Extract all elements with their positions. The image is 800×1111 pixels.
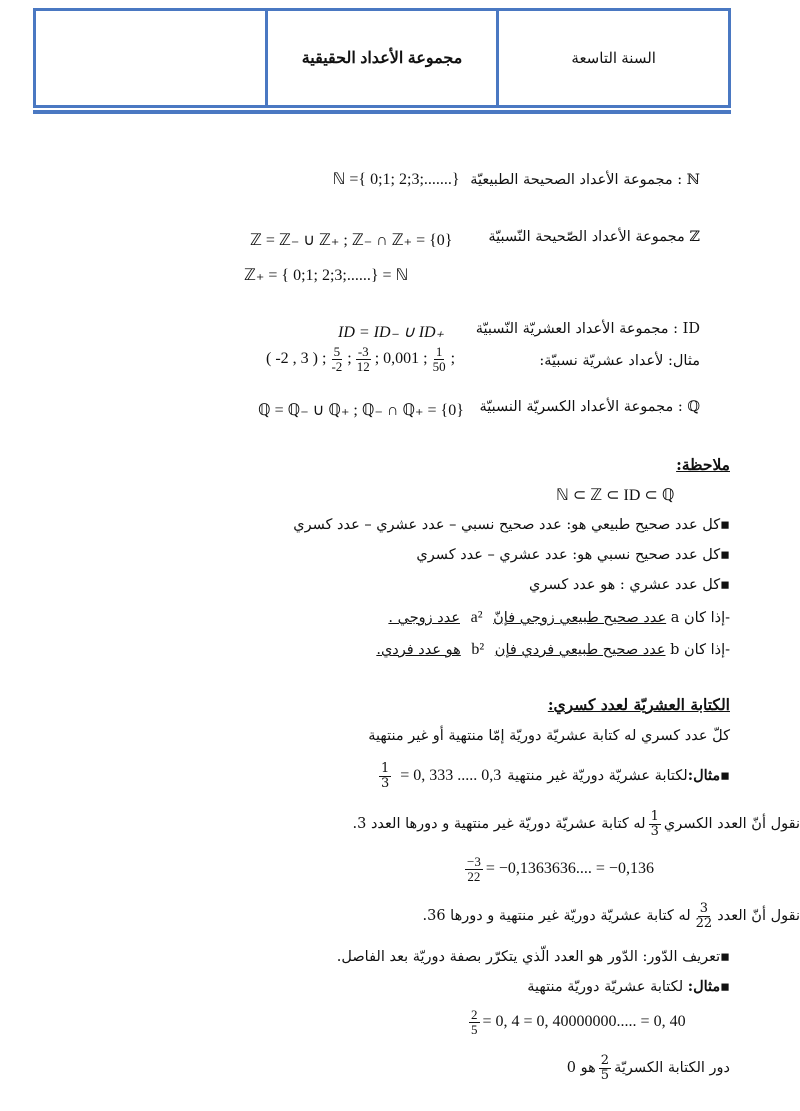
example-1-label: ▪مثال: (687, 766, 730, 784)
note-item-4-math: a² (470, 609, 483, 626)
example-2-math: = −0,1363636.... = −0,136 (485, 860, 654, 878)
period-den: 5 (600, 1067, 610, 1083)
example-1-frac (379, 762, 391, 790)
note-item-5-a: -إذا كان b (670, 642, 730, 658)
period-text: دور الكتابة الكسريّة (614, 1059, 730, 1076)
frac1-num: 5 (333, 344, 341, 359)
note-item-4-a: -إذا كان a (670, 610, 730, 626)
period-result (567, 1054, 730, 1082)
example-pair: ( -2 , 3 ) ; (266, 350, 327, 368)
set-q-math: ℚ = ℚ₋ ∪ ℚ₊ ; ℚ₋ ∩ ℚ₊ = {0} (258, 402, 464, 419)
set-n-symbol: ℕ : (677, 172, 700, 188)
say-2-num: 3 (699, 901, 709, 916)
note-item-2: ▪كل عدد صحيح نسبي هو: عدد عشري – عدد كسري (416, 547, 730, 563)
frac3-den: 50 (432, 358, 446, 374)
set-n-line (327, 170, 700, 191)
example-3-den: 5 (471, 1021, 478, 1037)
header-underline (33, 110, 731, 114)
set-z-math2: ℤ₊ = { 0;1; 2;3;......} = ℕ (244, 267, 409, 284)
frac2-num: -3 (357, 344, 369, 359)
example-1-text: لكتابة عشريّة دوريّة غير منتهية (507, 767, 688, 784)
say-1-num: 1 (650, 809, 659, 824)
say-1-rest: له كتابة عشريّة دوريّة غير منتهية و دورها العدد 3. (352, 815, 646, 832)
set-z-symbol: ℤ (689, 229, 700, 245)
frac1-den: -2 (331, 358, 343, 374)
example-1-math: = 0, 333 ..... 0,3 (400, 766, 502, 784)
example-1-den: 3 (380, 775, 390, 791)
period-frac (599, 1054, 611, 1082)
note-heading: ملاحظة: (676, 455, 730, 474)
note-item-5-b: عدد صحيح طبيعي فردي فإن (494, 642, 666, 658)
example-3-num: 2 (471, 1007, 478, 1022)
note-item-1: ▪كل عدد صحيح طبيعي هو: عدد صحيح نسبي – عدد عشري – عدد كسري (293, 517, 730, 533)
page-title: مجموعة الأعداد الحقيقية (301, 50, 463, 67)
note-item-5-c: هو عدد فردي. (376, 642, 461, 658)
document-body (200, 150, 800, 1090)
note-inclusion: ℕ ⊂ ℤ ⊂ ID ⊂ ℚ (556, 487, 675, 504)
grade-label: السنة التاسعة (571, 50, 656, 67)
example-frac-3 (431, 345, 448, 373)
say-1-text: نقول أنّ العدد الكسري (663, 815, 800, 832)
set-q-label: مجموعة الأعداد الكسريّة النسبيّة (479, 399, 674, 415)
decimal-intro: كلّ عدد كسري له كتابة عشريّة دوريّة إمّا منتهية أو غير منتهية (368, 728, 730, 744)
header-grade-cell (496, 11, 728, 105)
frac3-num: 1 (435, 344, 443, 359)
example-3-equation (466, 1008, 686, 1036)
example-3-math: = 0, 4 = 0, 40000000..... = 0, 40 (482, 1013, 686, 1031)
note-item-4-c: عدد زوجي . (388, 610, 460, 626)
set-z-line (488, 228, 700, 247)
say-1-den: 3 (650, 823, 659, 839)
example-1-num: 1 (380, 761, 390, 776)
example-3-label: ▪مثال: (687, 978, 730, 995)
decimal-say-1 (353, 810, 800, 838)
say-1-frac (649, 810, 661, 838)
example-end: ; (450, 350, 456, 368)
example-frac-1 (329, 345, 344, 373)
example-2-frac (465, 855, 483, 883)
set-id-symbol: ID : (673, 321, 700, 337)
frac2-den: 12 (356, 358, 370, 374)
set-id-label: مجموعة الأعداد العشريّة النّسبيّة (475, 321, 669, 337)
example-label: مثال: لأعداد عشريّة نسبيّة: (539, 353, 700, 369)
decimal-example-2 (462, 855, 654, 883)
note-item-5-math: b² (471, 641, 485, 658)
header-table (33, 8, 731, 108)
set-id-math: ID = ID₋ ∪ ID₊ (338, 324, 445, 341)
example-decimal: ; 0,001 ; (374, 350, 428, 368)
example-3-text: لكتابة عشريّة دوريّة منتهية (527, 979, 684, 995)
set-id-line (476, 320, 700, 339)
example-3-frac (469, 1008, 480, 1036)
set-n-label: مجموعة الأعداد الصحيحة الطبيعيّة (470, 172, 673, 188)
period-end: هو 0 (566, 1059, 596, 1076)
note-item-5 (376, 640, 730, 661)
note-item-4-b: عدد صحيح طبيعي زوجي فإنّ (493, 610, 667, 626)
note-item-3: ▪كل عدد عشري : هو عدد كسري (529, 577, 730, 593)
example-frac-2 (355, 345, 372, 373)
header-title-cell (265, 11, 497, 105)
example-math: ( -2 , 3 ) ; $\frac{5}{-2}$ ; $\frac{-3}{12}$ ; 0,001 ; $\frac{1}{50}$ ; (266, 344, 456, 374)
example-2-den: 22 (467, 868, 481, 884)
set-z-math1: ℤ = ℤ₋ ∪ ℤ₊ ; ℤ₋ ∩ ℤ₊ = {0} (250, 232, 453, 249)
decimal-example-3 (527, 978, 730, 997)
decimal-heading: الكتابة العشريّة لعدد كسري: (547, 695, 730, 714)
example-2-num: −3 (467, 854, 481, 869)
set-q-line (479, 398, 700, 417)
say-2-text: نقول أنّ العدد (717, 907, 800, 924)
header-empty-cell (36, 11, 265, 105)
decimal-say-2 (423, 902, 800, 930)
say-2-rest: له كتابة عشريّة دوريّة غير منتهية و دورها 36. (422, 907, 691, 924)
period-num: 2 (600, 1053, 610, 1068)
decimal-example-1 (376, 762, 730, 790)
set-z-label: مجموعة الأعداد الصّحيحة النّسبيّة (488, 229, 685, 245)
note-item-4 (388, 608, 730, 629)
set-n-math: ℕ ={ 0;1; 2;3;.......} (332, 171, 460, 188)
period-definition: ▪تعريف الدّور: الدّور هو العدد الّذي يتكرّر بصفة دوريّة بعد الفاصل. (336, 949, 730, 965)
set-q-symbol: ℚ : (677, 399, 700, 415)
say-2-frac (694, 902, 715, 930)
say-2-den: 22 (695, 915, 713, 931)
